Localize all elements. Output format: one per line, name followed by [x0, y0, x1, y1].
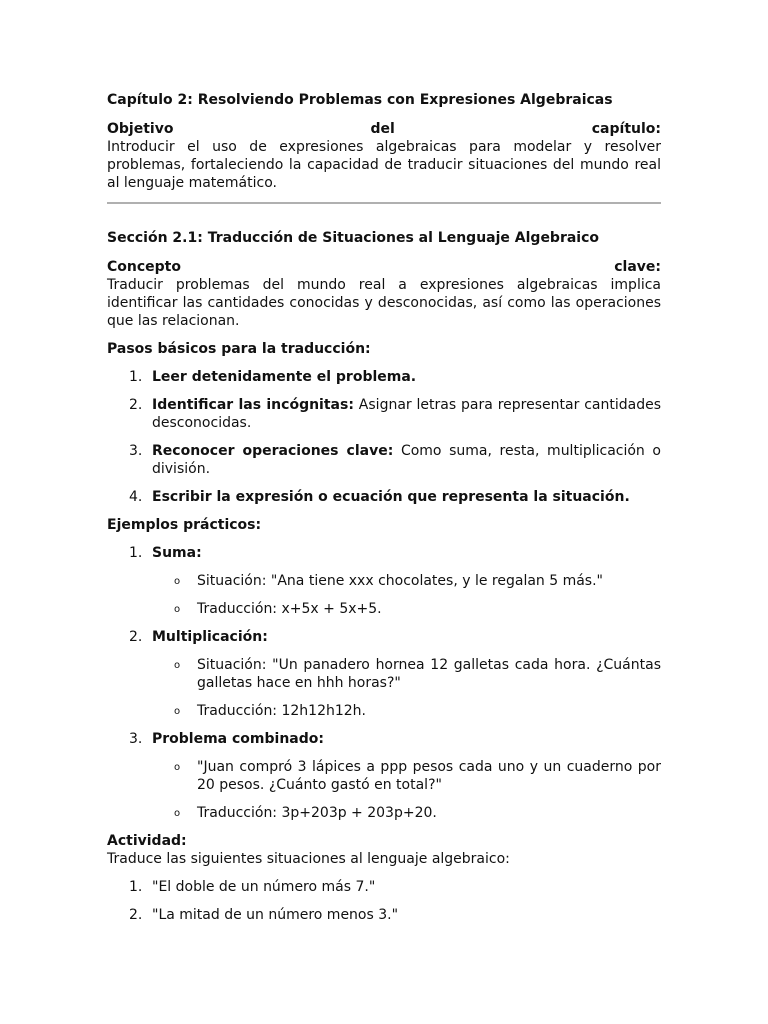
bullet-text: Traducción: 12h12h12h. — [197, 703, 366, 719]
list-item — [152, 600, 661, 618]
example-bullets — [152, 572, 661, 618]
activity-block — [107, 832, 661, 868]
list-item — [107, 488, 661, 506]
list-item — [107, 368, 661, 386]
list-item — [152, 702, 661, 720]
concept-label-word: clave: — [614, 259, 661, 275]
step-bold: Escribir la expresión o ecuación que representa la situación. — [152, 489, 630, 505]
bullet-text: Situación: "Un panadero hornea 12 galletas cada hora. ¿Cuántas galletas hace en hhh horas?" — [197, 657, 661, 691]
list-number: 1. — [129, 369, 143, 385]
chapter-title: Capítulo 2: Resolviendo Problemas con Expresiones Algebraicas — [107, 92, 613, 108]
list-number: 3. — [129, 731, 143, 747]
example-title: Problema combinado: — [152, 731, 324, 747]
objective-label-word: capítulo: — [591, 121, 661, 137]
list-number: 2. — [129, 907, 143, 923]
examples-list — [107, 544, 661, 822]
example-bullets — [152, 758, 661, 822]
objective-label-word: Objetivo — [107, 121, 174, 137]
bullet-text: Traducción: 3p+203p + 203p+20. — [197, 805, 437, 821]
list-item — [107, 442, 661, 478]
document-page — [107, 90, 661, 934]
list-item — [107, 906, 661, 924]
list-item — [152, 572, 661, 590]
example-bullets — [152, 656, 661, 720]
objective-label-word: del — [370, 121, 395, 137]
concept-label — [107, 258, 661, 276]
bullet-marker: o — [174, 706, 181, 717]
bullet-marker: o — [174, 660, 181, 671]
list-number: 2. — [129, 397, 143, 413]
list-item — [152, 656, 661, 692]
activity-item-text: "El doble de un número más 7." — [152, 879, 376, 895]
activity-intro: Traduce las siguientes situaciones al lenguaje algebraico: — [107, 851, 510, 867]
step-text: Como suma, resta, multiplicación o división. — [152, 443, 661, 477]
concept-block — [107, 258, 661, 330]
list-item — [107, 544, 661, 618]
step-bold: Leer detenidamente el problema. — [152, 369, 417, 385]
example-title: Multiplicación: — [152, 629, 268, 645]
list-item — [107, 628, 661, 720]
bullet-marker: o — [174, 808, 181, 819]
objective-block — [107, 120, 661, 192]
objective-text: Introducir el uso de expresiones algebraicas para modelar y resolver problemas, fortaleciendo la capacidad de traducir situaciones del mundo real al lenguaje matemático. — [107, 139, 661, 191]
section-title: Sección 2.1: Traducción de Situaciones al Lenguaje Algebraico — [107, 230, 600, 246]
list-number: 3. — [129, 443, 143, 459]
bullet-text: Traducción: x+5x + 5x+5. — [197, 601, 382, 617]
example-title: Suma: — [152, 545, 202, 561]
list-number: 4. — [129, 489, 143, 505]
objective-label — [107, 120, 661, 138]
bullet-text: "Juan compró 3 lápices a ppp pesos cada uno y un cuaderno por 20 pesos. ¿Cuánto gastó en total?" — [197, 759, 661, 793]
steps-heading: Pasos básicos para la traducción: — [107, 341, 371, 357]
steps-list — [107, 368, 661, 506]
step-bold: Identificar las incógnitas: — [152, 397, 354, 413]
concept-text: Traducir problemas del mundo real a expresiones algebraicas implica identificar las cantidades conocidas y desconocidas, así como las operaciones que las relacionan. — [107, 277, 661, 329]
activity-item-text: "La mitad de un número menos 3." — [152, 907, 399, 923]
list-item — [152, 804, 661, 822]
list-number: 1. — [129, 879, 143, 895]
list-number: 1. — [129, 545, 143, 561]
bullet-marker: o — [174, 604, 181, 615]
list-item — [107, 396, 661, 432]
section-divider — [107, 202, 661, 204]
list-item — [107, 878, 661, 896]
bullet-text: Situación: "Ana tiene xxx chocolates, y le regalan 5 más." — [197, 573, 603, 589]
activity-heading: Actividad: — [107, 833, 187, 849]
concept-label-word: Concepto — [107, 259, 181, 275]
bullet-marker: o — [174, 576, 181, 587]
activity-list — [107, 878, 661, 924]
step-bold: Reconocer operaciones clave: — [152, 443, 394, 459]
step-text: Asignar letras para representar cantidades desconocidas. — [152, 397, 661, 431]
list-item — [107, 730, 661, 822]
bullet-marker: o — [174, 762, 181, 773]
list-item — [152, 758, 661, 794]
examples-heading: Ejemplos prácticos: — [107, 517, 262, 533]
list-number: 2. — [129, 629, 143, 645]
